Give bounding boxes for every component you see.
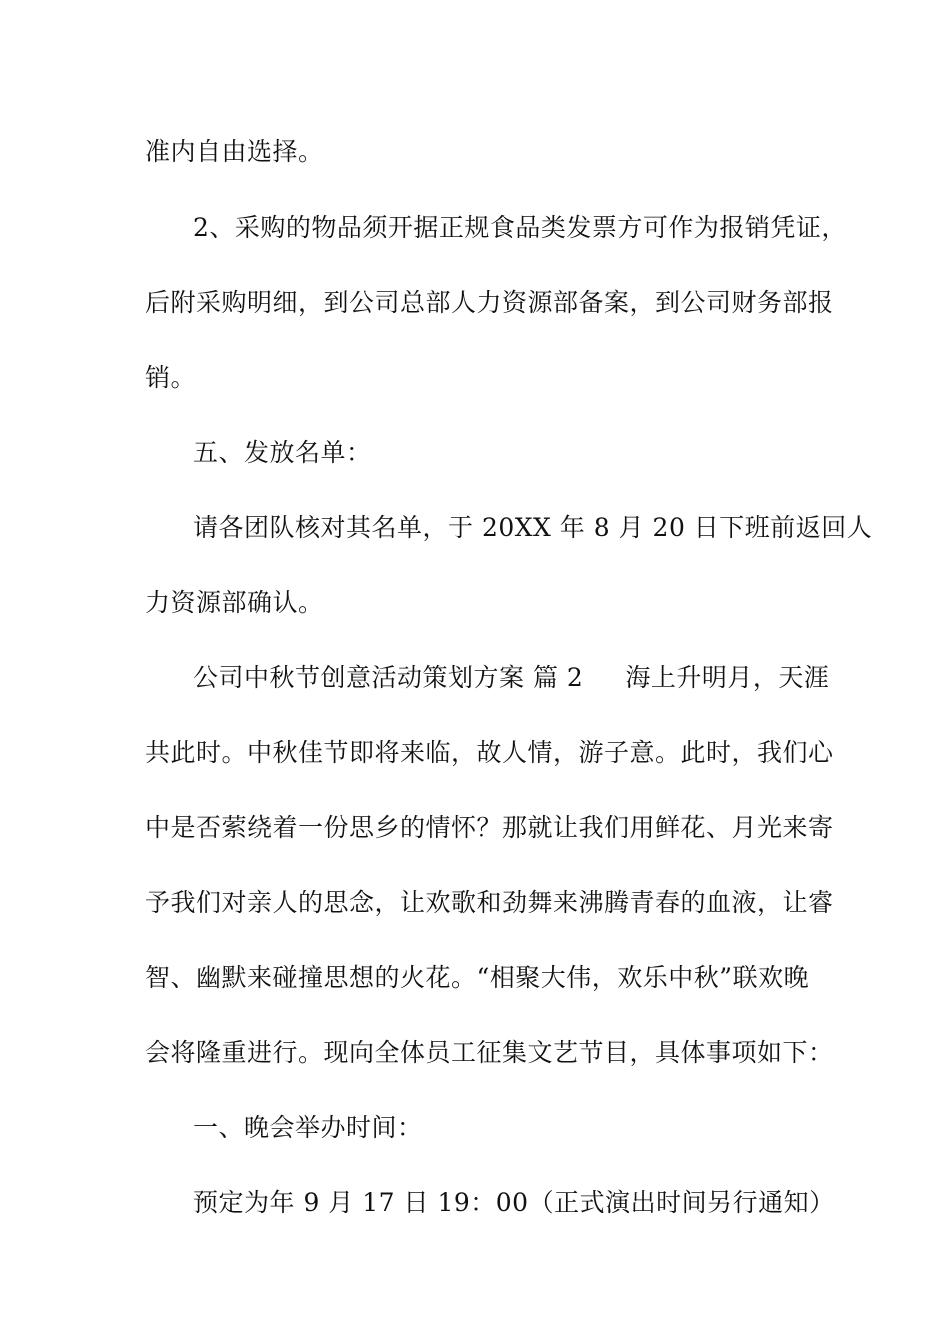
paragraph-line: 共此时。中秋佳节即将来临，故人情，游子意。此时，我们心 — [145, 738, 834, 767]
section-title: 公司中秋节创意活动策划方案 篇 2 — [193, 663, 584, 692]
section-heading: 五、发放名单： — [193, 438, 372, 467]
paragraph-line: 2、采购的物品须开据正规食品类发票方可作为报销凭证， — [193, 213, 847, 242]
paragraph-line: 智、幽默来碰撞思想的火花。“相聚大伟，欢乐中秋”联欢晚 — [145, 963, 810, 992]
section-heading: 一、晚会举办时间： — [193, 1113, 423, 1142]
paragraph-line: 予我们对亲人的思念，让欢歌和劲舞来沸腾青春的血液，让睿 — [145, 888, 834, 917]
paragraph-line: 后附采购明细，到公司总部人力资源部备案，到公司财务部报 — [145, 288, 834, 317]
paragraph-line: 预定为年 9 月 17 日 19：00（正式演出时间另行通知） — [193, 1188, 835, 1217]
section-title-line — [193, 663, 829, 693]
paragraph-line: 会将隆重进行。现向全体员工征集文艺节目，具体事项如下： — [145, 1038, 834, 1067]
paragraph-line: 销。 — [145, 363, 197, 392]
section-title-tail: 海上升明月，天涯 — [625, 663, 830, 692]
paragraph-line: 准内自由选择。 — [145, 137, 324, 166]
paragraph-line: 请各团队核对其名单，于 20XX 年 8 月 20 日下班前返回人 — [193, 513, 873, 542]
paragraph-line: 中是否萦绕着一份思乡的情怀？那就让我们用鲜花、月光来寄 — [145, 813, 834, 842]
paragraph-line: 力资源部确认。 — [145, 588, 324, 617]
